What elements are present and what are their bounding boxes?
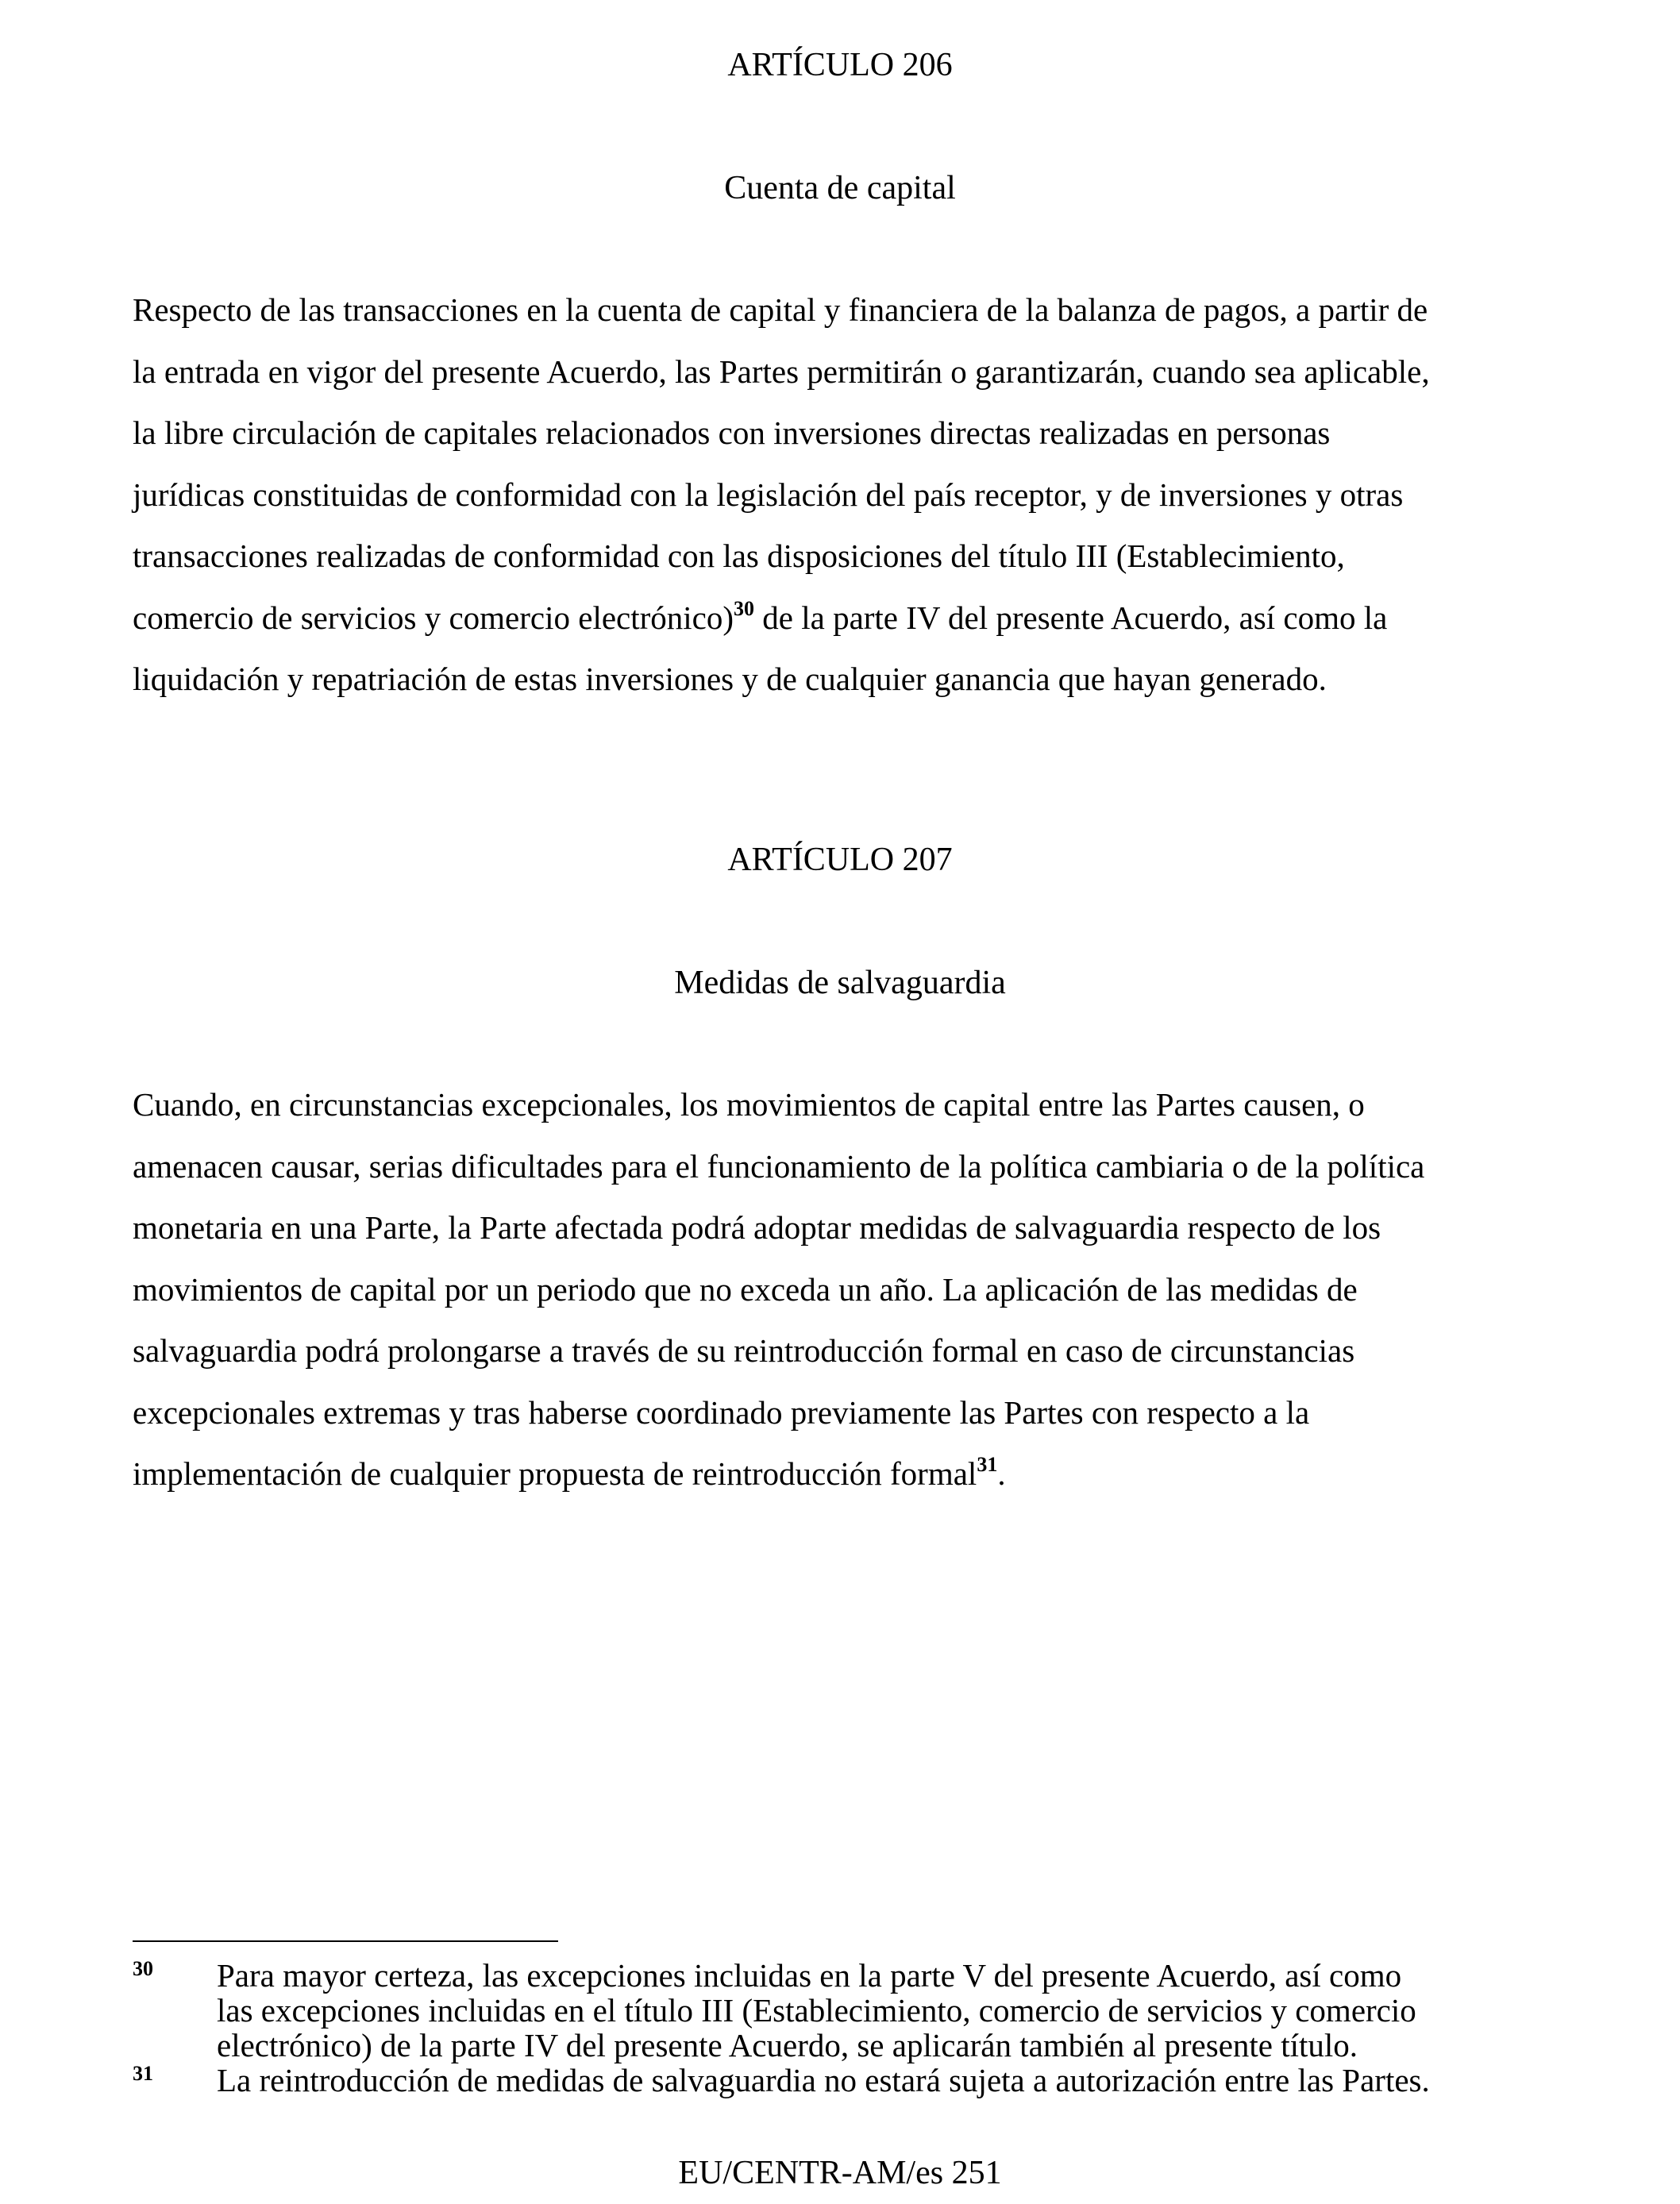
paragraph-text: de la parte IV del presente Acuerdo, así como la — [754, 599, 1388, 636]
article-206-heading: ARTÍCULO 206 — [727, 47, 953, 83]
paragraph-line: liquidación y repatriación de estas inversiones y de cualquier ganancia que hayan generado. — [133, 661, 1327, 697]
paragraph-text: comercio de servicios y comercio electrónico) — [133, 599, 734, 636]
paragraph-text: . — [997, 1455, 1006, 1492]
footnote-number: 30 — [133, 1957, 153, 1980]
paragraph-text: implementación de cualquier propuesta de reintroducción formal — [133, 1455, 977, 1492]
article-207-heading: ARTÍCULO 207 — [727, 842, 953, 878]
footnote-text — [217, 2063, 1430, 2098]
paragraph-line: transacciones realizadas de conformidad con las disposiciones del título III (Establecimiento, — [133, 538, 1345, 574]
paragraph-line: Respecto de las transacciones en la cuenta de capital y financiera de la balanza de pagos, a partir de — [133, 291, 1428, 328]
paragraph-line: la libre circulación de capitales relacionados con inversiones directas realizadas en personas — [133, 414, 1331, 451]
paragraph-line-with-footnote — [133, 588, 1554, 649]
article-207-body — [133, 1074, 1554, 1505]
footnote-text — [217, 1958, 1416, 2063]
paragraph-line: amenacen causar, serias dificultades para el funcionamiento de la política cambiaria o de la política — [133, 1147, 1425, 1185]
article-206-body — [133, 279, 1554, 711]
paragraph-line: monetaria en una Parte, la Parte afectada podrá adoptar medidas de salvaguardia respecto de los — [133, 1209, 1381, 1246]
paragraph-line: jurídicas constituidas de conformidad con la legislación del país receptor, y de inversiones y otras — [133, 476, 1404, 513]
article-206-title: Cuenta de capital — [724, 170, 956, 206]
footnote-separator — [133, 1940, 558, 1942]
footnote-line: las excepciones incluidas en el título III (Establecimiento, comercio de servicios y comercio — [217, 1992, 1416, 2029]
footnote-ref-31[interactable]: 31 — [977, 1453, 998, 1476]
footnote-ref-30[interactable]: 30 — [734, 596, 755, 620]
page-footer: EU/CENTR-AM/es 251 — [678, 2155, 1002, 2191]
paragraph-line: salvaguardia podrá prolongarse a través de su reintroducción formal en caso de circunstancias — [133, 1332, 1355, 1369]
paragraph-line: movimientos de capital por un periodo que no exceda un año. La aplicación de las medidas de — [133, 1270, 1358, 1308]
footnote-line: La reintroducción de medidas de salvaguardia no estará sujeta a autorización entre las Partes. — [217, 2062, 1430, 2098]
paragraph-line: Cuando, en circunstancias excepcionales, los movimientos de capital entre las Partes causen, o — [133, 1086, 1365, 1123]
paragraph-line: excepcionales extremas y tras haberse coordinado previamente las Partes con respecto a la — [133, 1393, 1310, 1431]
footnote-line: electrónico) de la parte IV del presente Acuerdo, se aplicarán también al presente título. — [217, 2027, 1358, 2063]
article-207-title: Medidas de salvaguardia — [674, 965, 1006, 1001]
paragraph-line-with-footnote — [133, 1443, 1554, 1505]
paragraph-line: la entrada en vigor del presente Acuerdo, las Partes permitirán o garantizarán, cuando sea aplicable, — [133, 353, 1430, 390]
footnote-line: Para mayor certeza, las excepciones incluidas en la parte V del presente Acuerdo, así como — [217, 1957, 1402, 1994]
footnote-number: 31 — [133, 2062, 153, 2085]
